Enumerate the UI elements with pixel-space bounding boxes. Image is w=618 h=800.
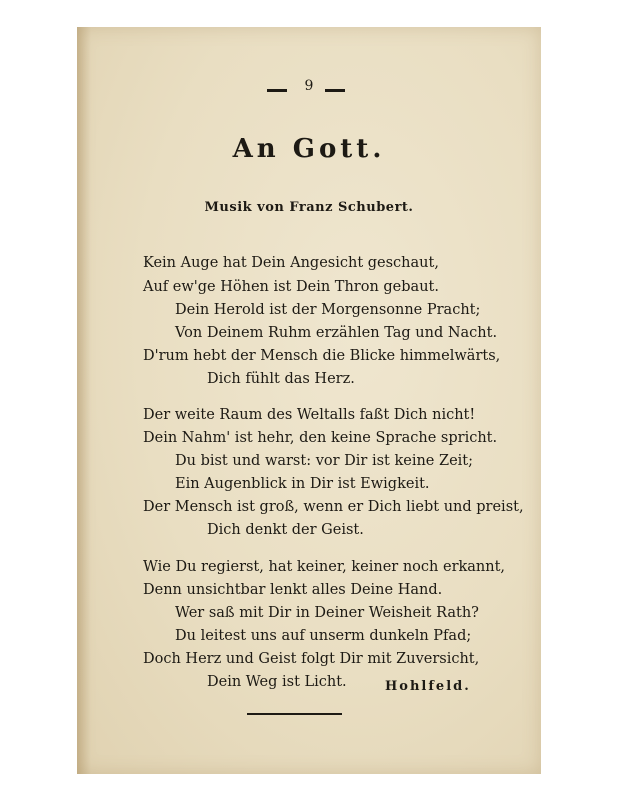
poem-subtitle: Musik von Franz Schubert. [204, 200, 414, 215]
stanza-1-line-4: Von Deinem Ruhm erzählen Tag und Nacht. [175, 325, 498, 341]
stanza-1-line-1: Kein Auge hat Dein Angesicht geschaut, [143, 255, 439, 271]
stanza-2-line-4: Ein Augenblick in Dir ist Ewigkeit. [175, 476, 430, 492]
stanza-1-line-5: D'rum hebt der Mensch die Blicke himmelwärts, [143, 348, 501, 364]
stanza-1-line-2: Auf ew'ge Höhen ist Dein Thron gebaut. [143, 279, 439, 295]
stanza-3-line-1: Wie Du regierst, hat keiner, keiner noch erkannt, [143, 559, 506, 575]
stanza-3-line-5: Doch Herz und Geist folgt Dir mit Zuversicht, [143, 651, 480, 667]
page-number: 9 [304, 78, 314, 94]
stanza-2-line-6: Dich denkt der Geist. [207, 522, 364, 538]
stanza-3-line-4: Du leitest uns auf unserm dunkeln Pfad; [175, 628, 472, 644]
stanza-1-line-3: Dein Herold ist der Morgensonne Pracht; [175, 302, 481, 318]
poem-title: An Gott. [232, 134, 386, 164]
stanza-2-line-5: Der Mensch ist groß, wenn er Dich liebt und preist, [143, 499, 524, 515]
end-rule [247, 713, 342, 715]
stanza-3-line-6: Dein Weg ist Licht. [207, 674, 347, 690]
stanza-1-line-6: Dich fühlt das Herz. [207, 371, 355, 387]
stanza-3-line-3: Wer saß mit Dir in Deiner Weisheit Rath? [175, 605, 479, 621]
stanza-2-line-2: Dein Nahm' ist hehr, den keine Sprache spricht. [143, 430, 498, 446]
stanza-2-line-1: Der weite Raum des Weltalls faßt Dich nicht! [143, 407, 476, 423]
stanza-2-line-3: Du bist und warst: vor Dir ist keine Zeit; [175, 453, 474, 469]
book-page [77, 27, 541, 774]
page-number-dash-right [325, 89, 345, 92]
author-signature: Hohlfeld. [385, 679, 471, 694]
stanza-3-line-2: Denn unsichtbar lenkt alles Deine Hand. [143, 582, 443, 598]
